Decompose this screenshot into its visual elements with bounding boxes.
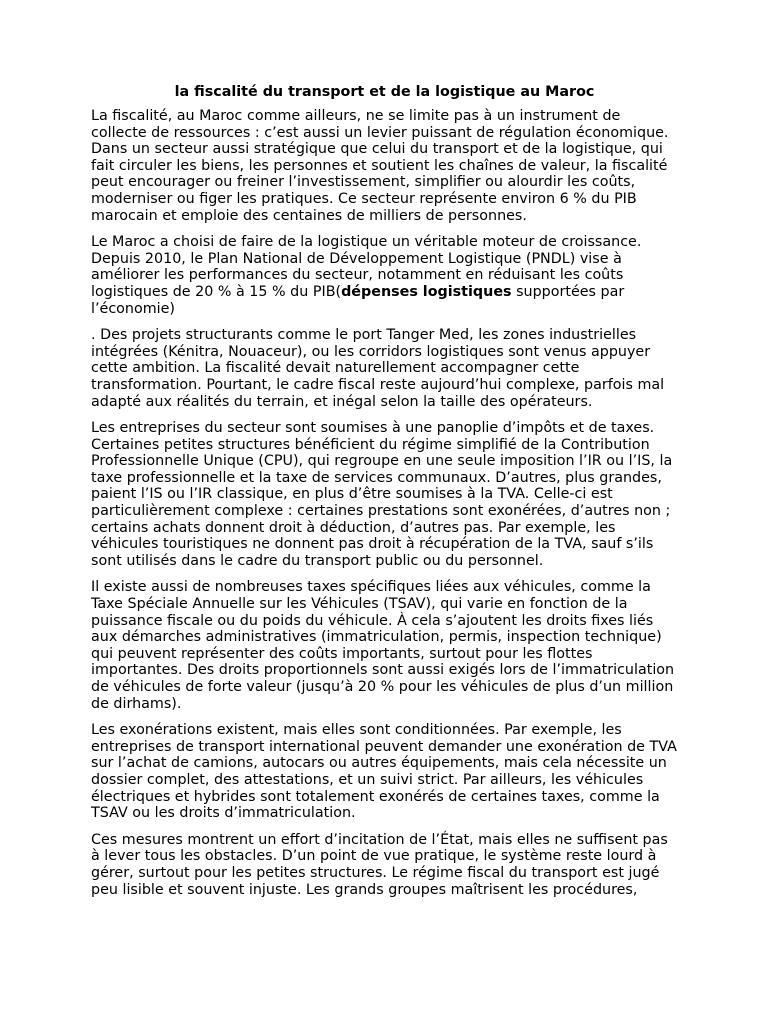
paragraph-exemptions: Les exonérations existent, mais elles sont conditionnées. Par exemple, les entreprises de transport international peuvent demander une exonération de TVA sur l’achat de camions, autocars ou autres équipements, mais cela nécessite un dossier complet, des attestations, et un suivi strict. Par ailleurs, les véhicules électriques et hybrides sont totalement exonérés de certaines taxes, comme la TSAV ou les droits d’immatriculation. [91, 722, 677, 822]
paragraph-vehicle-taxes: Il existe aussi de nombreuses taxes spécifiques liées aux véhicules, comme la Taxe Spéciale Annuelle sur les Véhicules (TSAV), qui varie en fonction de la puissance fiscale ou du poids du véhicule. À cela s’ajoutent les droits fixes liés aux démarches administratives (immatriculation, permis, inspection technique) qui peuvent représenter des coûts importants, surtout pour les flottes importantes. Des droits proportionnels sont aussi exigés lors de l’immatriculation de véhicules de forte valeur (jusqu’à 20 % pour les véhicules de plus d’un million de dirhams). [91, 579, 675, 712]
paragraph-taxes: Les entreprises du secteur sont soumises à une panoplie d’impôts et de taxes. Certaines petites structures bénéficient du régime simplifié de la Contribution Professionnelle Unique (CPU), qui regroupe en une seule imposition l’IR ou l’IS, la taxe professionnelle et la taxe de services communaux. D’autres, plus grandes, paient l’IS ou l’IR classique, en plus d’être soumises à la TVA. Celle-ci est particulièrement complexe : certaines prestations sont exonérées, d’autres non ; certains achats donnent droit à déduction, d’autres pas. Par exemple, les véhicules touristiques ne donnent pas droit à récupération de la TVA, sauf s’ils sont utilisés dans le cadre du transport public ou du personnel. [91, 420, 673, 569]
paragraph-pndl-bold: dépenses logistiques [341, 283, 512, 300]
paragraph-intro: La fiscalité, au Maroc comme ailleurs, ne se limite pas à un instrument de collecte de ressources : c’est aussi un levier puissant de régulation économique. Dans un secteur aussi stratégique que celui du transport et de la logistique, qui fait circuler les biens, les personnes et soutient les chaînes de valeur, la fiscalité peut encourager ou freiner l’investissement, simplifier ou alourdir les coûts, moderniser ou figer les pratiques. Ce secteur représente environ 6 % du PIB marocain et emploie des centaines de milliers de personnes. [91, 108, 669, 224]
paragraph-projects: . Des projets structurants comme le port Tanger Med, les zones industrielles intégrées (Kénitra, Nouaceur), ou les corridors logistiques sont venus appuyer cette ambition. La fiscalité devait naturellement accompagner cette transformation. Pourtant, le cadre fiscal reste aujourd’hui complexe, parfois mal adapté aux réalités du terrain, et inégal selon la taille des opérateurs. [91, 327, 665, 410]
paragraph-pndl [91, 234, 678, 317]
paragraph-pndl-tail: supportées par l’économie) [91, 283, 625, 317]
paragraph-conclusion: Ces mesures montrent un effort d’incitation de l’État, mais elles ne suffisent pas à lever tous les obstacles. D’un point de vue pratique, le système reste lourd à gérer, surtout pour les petites structures. Le régime fiscal du transport est jugé peu lisible et souvent injuste. Les grands groupes maîtrisent les procédures, [91, 831, 668, 898]
paragraph-pndl-text: Le Maroc a choisi de faire de la logistique un véritable moteur de croissance. Depuis 2010, le Plan National de Développement Logistique (PNDL) vise à améliorer les performances du secteur, notamment en réduisant les coûts logistiques de 20 % à 15 % du PIB( [91, 234, 642, 300]
document-title: la fiscalité du transport et de la logistique au Maroc [174, 84, 595, 100]
